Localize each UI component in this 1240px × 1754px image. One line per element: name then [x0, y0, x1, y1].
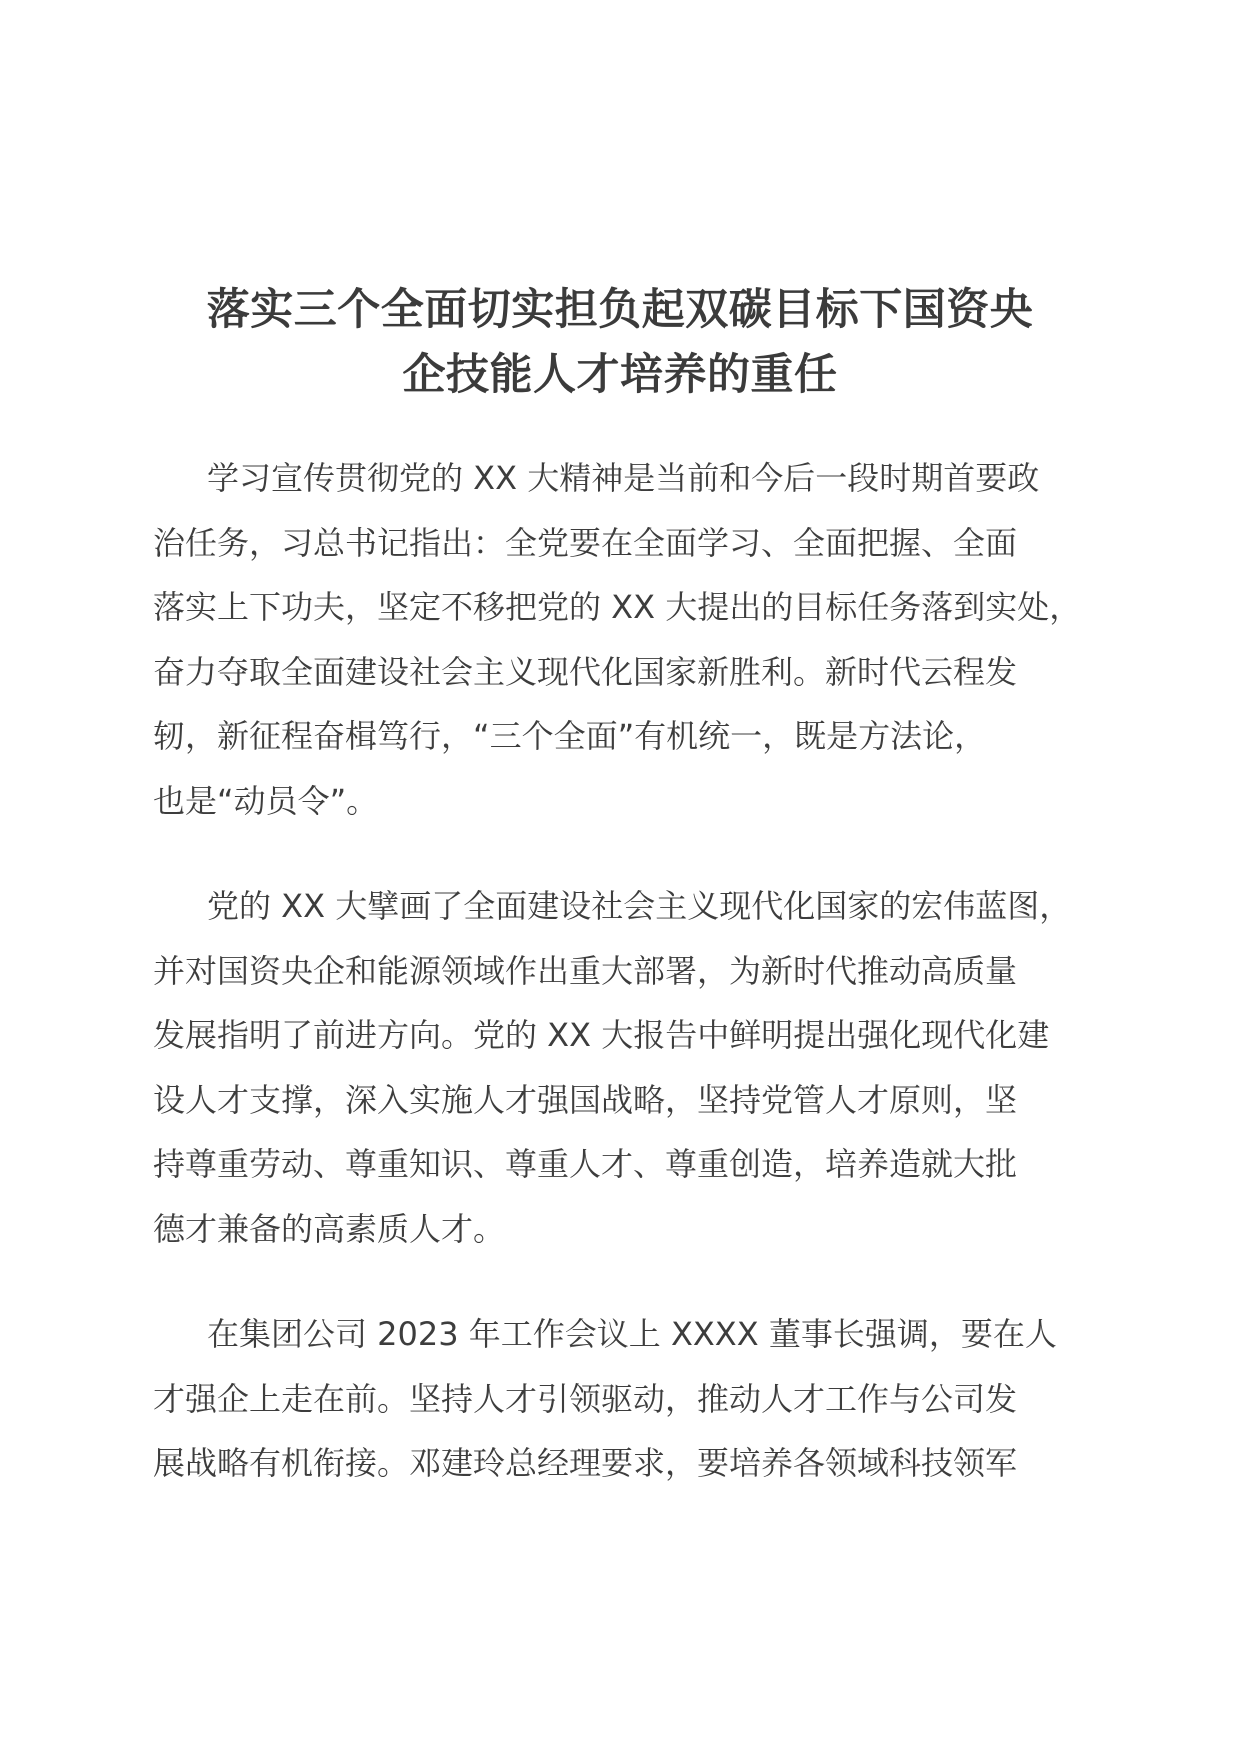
paragraph-line: 并对国资央企和能源领域作出重大部署，为新时代推动高质量 [153, 951, 1018, 990]
paragraph-2 [153, 874, 1113, 1261]
title-line: 落实三个全面切实担负起双碳目标下国资央 [206, 285, 1034, 335]
paragraph-line: 展战略有机衔接。邓建玲总经理要求，要培养各领域科技领军 [153, 1444, 1018, 1482]
paragraph-line: 在集团公司 2023 年工作会议上 XXXX 董事长强调，要在人 [207, 1315, 1057, 1353]
paragraph-line: 才强企上走在前。坚持人才引领驱动，推动人才工作与公司发 [153, 1379, 1018, 1418]
paragraph-line: 持尊重劳动、尊重知识、尊重人才、尊重创造，培养造就大批 [153, 1145, 1018, 1183]
title-line: 企技能人才培养的重任 [402, 350, 838, 400]
paragraph-1 [153, 446, 1113, 833]
paragraph-line: 轫，新征程奋楫笃行，“三个全面”有机统一，既是方法论， [153, 717, 987, 755]
paragraph-3 [153, 1302, 1113, 1496]
paragraph-line: 奋力夺取全面建设社会主义现代化国家新胜利。新时代云程发 [153, 652, 1018, 691]
paragraph-line: 学习宣传贯彻党的 XX 大精神是当前和今后一段时期首要政 [207, 459, 1040, 497]
paragraph-line: 落实上下功夫，坚定不移把党的 XX 大提出的目标任务落到实处， [153, 588, 1082, 626]
paragraph-line: 设人才支撑，深入实施人才强国战略，坚持党管人才原则，坚 [153, 1080, 1018, 1119]
paragraph-line: 德才兼备的高素质人才。 [153, 1209, 506, 1248]
paragraph-line: 发展指明了前进方向。党的 XX 大报告中鲜明提出强化现代化建 [153, 1016, 1050, 1054]
paragraph-line: 党的 XX 大擘画了全面建设社会主义现代化国家的宏伟蓝图， [207, 887, 1072, 925]
paragraph-line: 也是“动员令”。 [153, 781, 379, 820]
document-title [150, 278, 1090, 408]
paragraph-line: 治任务，习总书记指出：全党要在全面学习、全面把握、全面 [153, 523, 1018, 562]
